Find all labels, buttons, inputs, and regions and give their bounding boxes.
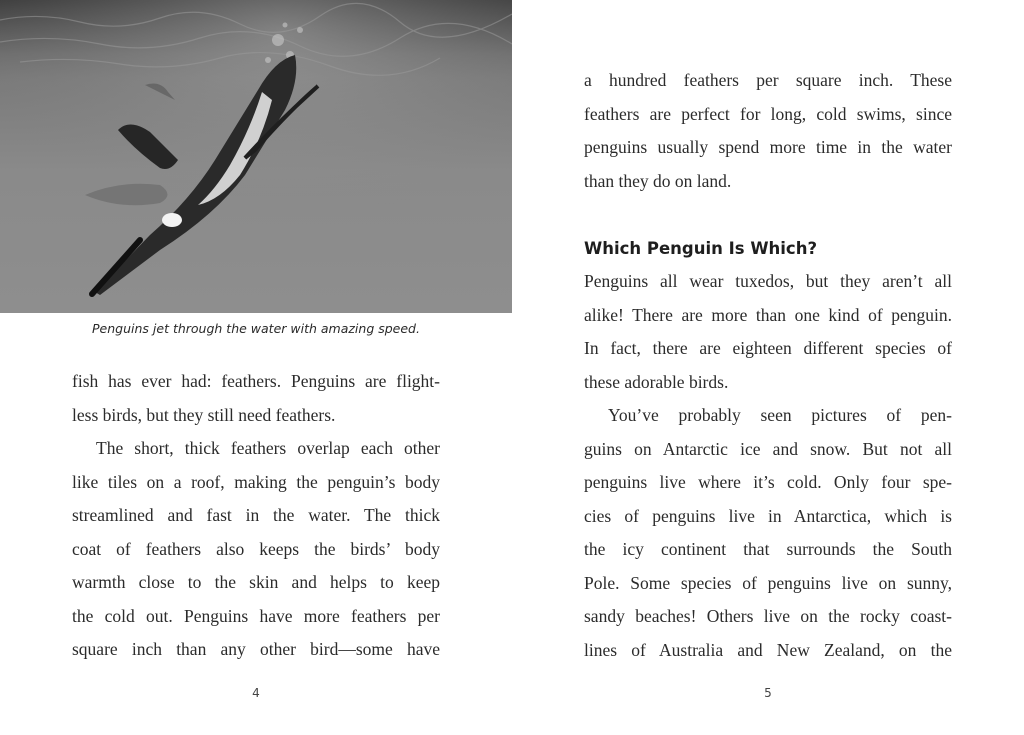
text-line: the cold out. Penguins have more feathers per (72, 605, 440, 626)
text-line: Penguins all wear tuxedos, but they aren’t all (584, 271, 952, 291)
text-line: a hundred feathers per square inch. These (584, 70, 952, 90)
text-line: less birds, but they still need feathers. (72, 404, 336, 425)
text-line: like tiles on a roof, making the penguin’s body (72, 471, 440, 492)
text-line: In fact, there are eighteen different species of (584, 338, 952, 358)
text-line: cies of penguins live in Antarctica, which is (584, 505, 952, 526)
penguin-illustration (0, 0, 512, 313)
text-line: You’ve probably seen pictures of pen- (608, 405, 952, 425)
page-number: 4 (252, 686, 260, 700)
text-line: feathers are perfect for long, cold swims, since (584, 103, 952, 124)
paragraph-spacer (584, 198, 952, 232)
text-line: these adorable birds. (584, 371, 729, 392)
text-line: streamlined and fast in the water. The thick (72, 505, 440, 525)
text-line: penguins usually spend more time in the water (584, 137, 952, 157)
text-line: the icy continent that surrounds the South (584, 539, 952, 559)
text-line: than they do on land. (584, 170, 732, 191)
left-body-text (72, 365, 440, 667)
text-line: Pole. Some species of penguins live on sunny, (584, 572, 952, 593)
text-line: warmth close to the skin and helps to keep (72, 572, 440, 592)
section-heading: Which Penguin Is Which? (584, 238, 818, 258)
penguin-underwater-photo (0, 0, 512, 313)
text-line: alike! There are more than one kind of penguin. (584, 304, 952, 325)
text-line: The short, thick feathers overlap each other (96, 438, 440, 458)
text-line: lines of Australia and New Zealand, on the (584, 639, 952, 660)
text-line: fish has ever had: feathers. Penguins are flight- (72, 371, 440, 391)
right-body-text (584, 64, 952, 667)
text-line: guins on Antarctic ice and snow. But not all (584, 438, 952, 459)
photo-caption: Penguins jet through the water with amazing speed. (92, 321, 420, 336)
text-line: penguins live where it’s cold. Only four spe- (584, 472, 952, 492)
text-line: square inch than any other bird—some have (72, 639, 440, 659)
text-line: sandy beaches! Others live on the rocky coast- (584, 606, 952, 626)
page-number: 5 (764, 686, 772, 700)
text-line: coat of feathers also keeps the birds’ body (72, 538, 440, 559)
